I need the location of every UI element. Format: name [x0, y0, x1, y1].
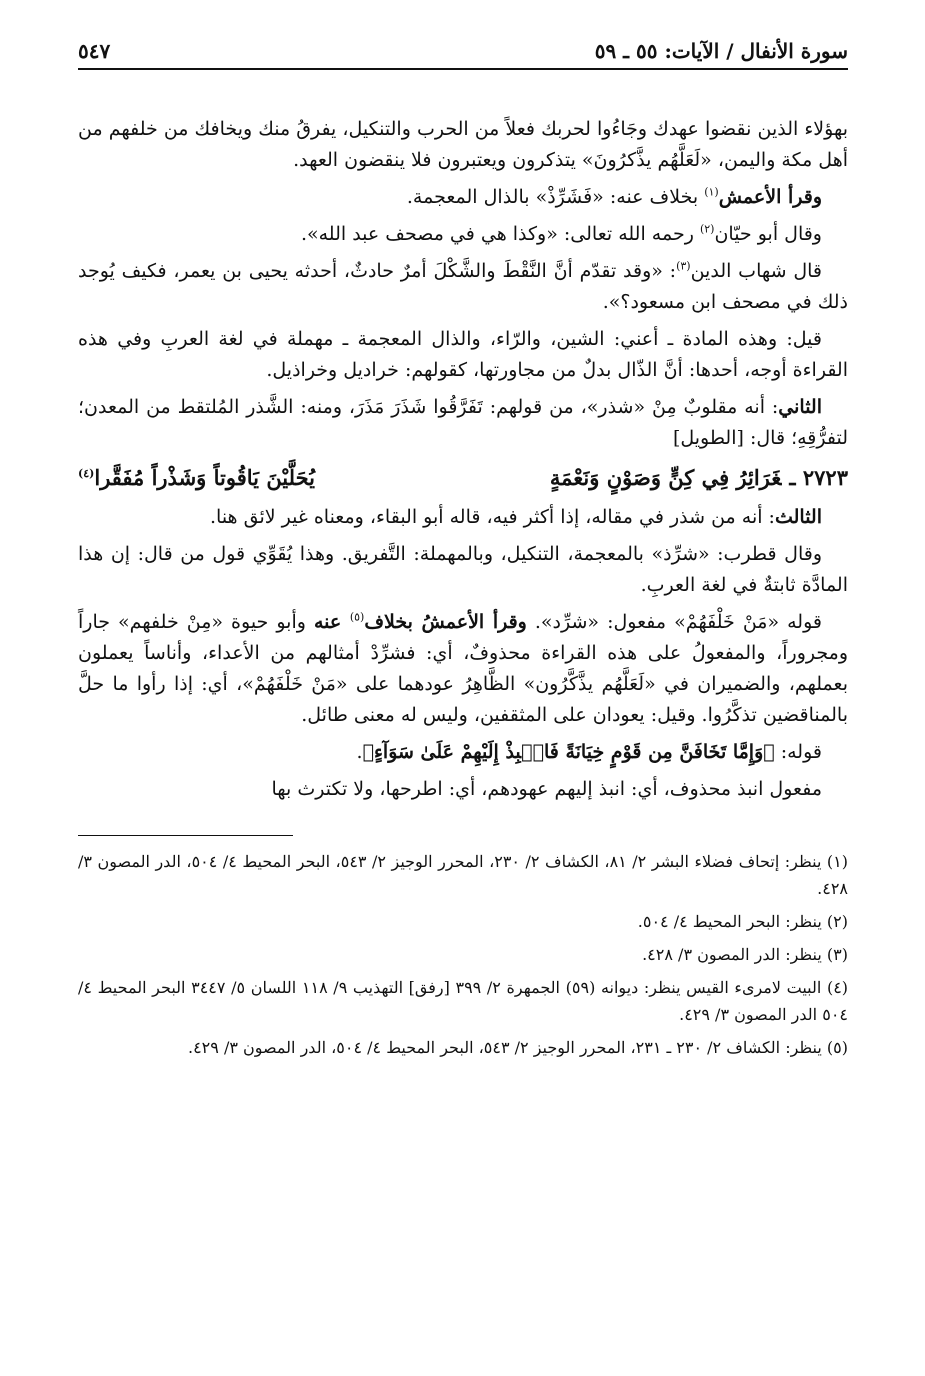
bold-phrase: وقرأ الأعمشُ بخلاف [364, 611, 527, 633]
footnote: (١) ينظر: إتحاف فضلاء البشر ٢/ ٨١، الكشاف ٢/ ٢٣٠، المحرر الوجيز ٢/ ٥٤٣، البحر المحيط ٤/ ٥٠٤، الدر المصون ٣/ ٤٢٨. [78, 852, 848, 898]
paragraph-text: : «وقد تقدّم أنَّ النَّقْطَ والشَّكْلَ أمرٌ حادثٌ، أحدثه يحيى بن يعمر، فكيف يُوجد ذلك في مصحف ابن مسعود؟». [78, 260, 848, 313]
footnote-ref: (٣) [676, 259, 691, 273]
footnote: (٣) ينظر: الدر المصون ٣/ ٤٢٨. [642, 945, 848, 964]
poetry-verse [78, 460, 848, 496]
paragraph-text: رحمه الله تعالى: «وكذا هي في مصحف عبد الله». [300, 223, 700, 245]
page-number: ٥٤٧ [78, 39, 111, 63]
paragraph-text: قوله: [774, 741, 822, 763]
main-text [78, 114, 848, 805]
paragraph [78, 324, 848, 386]
paragraph [78, 607, 848, 731]
footnote: (٤) البيت لامرىء القيس ينظر: ديوانه (٥٩) الجمهرة ٢/ ٣٩٩ [رفق] التهذيب ٩/ ١١٨ اللسان ٥/ ٣٤٤٧ البحر المحيط ٤/ ٥٠٤ الدر المصون ٣/ ٤٢٩. [78, 978, 849, 1024]
running-title: سورة الأنفال / الآيات: ٥٥ ـ ٥٩ [594, 39, 848, 63]
paragraph-text: بهؤلاء الذين نقضوا عهدك وجَاءُوا لحربك فعلاً من الحرب والتنكيل، يفرقُ منك ويخافك من خلفهم من أهل مكة واليمن، «لَعَلَّهُم يذَّكرُونَ» يتذكرون ويعتبرون فلا ينقضون العهد. [78, 118, 848, 171]
bold-lead: الثاني [778, 396, 822, 418]
paragraph [78, 774, 848, 805]
footnote: (٥) ينظر: الكشاف ٢/ ٢٣٠ ـ ٢٣١، المحرر الوجيز ٢/ ٥٤٣، البحر المحيط ٤/ ٥٠٤، الدر المصون ٣/ ٤٢٩. [187, 1038, 848, 1057]
verse-text: يُحَلَّيْنَ يَاقُوتاً وَشَذْراً مُفَقَّرا [94, 465, 315, 490]
paragraph-text: وقال قطرب: «شرِّذ» بالمعجمة، التنكيل، وبالمهملة: التَّفريق. وهذا يُقَوِّي قول من قال: إن هذا المادَّة ثابتةٌ في لغة العربِ. [78, 543, 848, 596]
verse-text: غَرَائِرُ فِي كِنٍّ وَصَوْنٍ وَنَعْمَةٍ [549, 465, 782, 490]
paragraph [78, 182, 848, 213]
paragraph-text: : أنه من شذر في مقاله، إذا أكثر فيه، قاله أبو البقاء، ومعناه غير لائق هنا. [210, 506, 775, 528]
paragraph [78, 737, 848, 768]
footnote: (٢) ينظر: البحر المحيط ٤/ ٥٠٤. [637, 912, 848, 931]
paragraph-text: وقال أبو حيّان [714, 223, 822, 245]
footnote-ref: (٥) [349, 610, 365, 624]
book-page [78, 36, 848, 1067]
paragraph-text: . [356, 741, 363, 763]
paragraph-text: مفعول انبذ محذوف، أي: انبذ إليهم عهودهم، أي: اطرحها، ولا تكترث بها [271, 778, 822, 800]
bold-phrase: عنه [313, 611, 350, 633]
paragraph [78, 256, 848, 318]
footnote-ref: (٢) [699, 222, 715, 236]
paragraph-text: : أنه مقلوبٌ مِنْ «شذر»، من قولهم: تَفَرَّقُوا شَذَرَ مَذَرَ، ومنه: الشَّذر المُلتقط من المعدن؛ لتفرُّقِهِ؛ قال: [الطويل] [78, 396, 848, 449]
verse-second-hemistich [78, 460, 315, 496]
paragraph [78, 539, 848, 601]
paragraph-text: وأبو حيوة «مِنْ خلفهم» جاراً ومجروراً، والمفعولُ على هذه القراءة محذوفٌ، أي: فشرِّدْ أمثالهم من الأعداء، وأناساً يعملون بعملهم، والضميران في «لَعَلَّهُم يذَّكَّرُون» الظَّاهِرُ عودهما على «مَنْ خَلْفَهُمْ»، أي: إذا رأوا ما حلَّ بالمناقضين تذكَّرُوا. وقيل: يعودان على المثقفين، وليس له معنى طائل. [78, 611, 848, 726]
bold-lead: الثالث [774, 506, 822, 528]
footnotes [78, 848, 848, 1061]
paragraph [78, 502, 848, 533]
footnote-separator [78, 835, 293, 836]
paragraph [78, 219, 848, 250]
footnote-ref: (٤) [78, 467, 95, 480]
quran-verse: ﴿وَإِمَّا تَخَافَنَّ مِن قَوْمٍ خِيَانَةً فَانۢبِذْ إِلَيْهِمْ عَلَىٰ سَوَآءٍ﴾ [362, 741, 775, 763]
verse-number: ٢٧٢٣ ـ [789, 465, 848, 490]
paragraph-text: قيل: وهذه المادة ـ أعني: الشين، والرّاء، والذال المعجمة ـ مهملة في لغة العربِ وفي هذه القراءة أوجه، أحدها: أنَّ الذّال بدلٌ من مجاورتها، كقولهم: خراديل وخراذيل. [78, 328, 848, 381]
paragraph [78, 114, 848, 176]
verse-first-hemistich [550, 460, 848, 496]
footnote-ref: (١) [704, 185, 719, 199]
bold-lead: وقرأ الأعمش [718, 186, 822, 208]
paragraph-text: قوله «مَنْ خَلْفَهُمْ» مفعول: «شرِّد». [526, 611, 822, 633]
paragraph [78, 392, 848, 454]
paragraph-text: بخلاف عنه: «فَشَرِّذْ» بالذال المعجمة. [406, 186, 705, 208]
page-header [78, 36, 848, 70]
paragraph-text: قال شهاب الدين [690, 260, 822, 282]
